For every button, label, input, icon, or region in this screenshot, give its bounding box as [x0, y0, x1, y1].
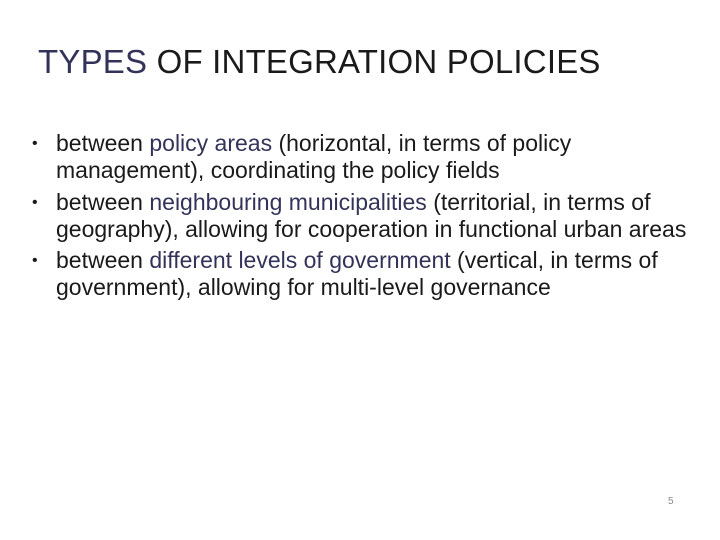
bullet-dot-icon: •	[32, 252, 38, 269]
bullet-item-levels-of-government	[32, 247, 712, 301]
bullet-item-neighbouring-municipalities	[32, 189, 712, 243]
bullet-rest: (territorial, in terms of geography), allowing for cooperation in functional urban areas	[56, 188, 687, 242]
bullet-lead: between	[56, 188, 150, 215]
bullet-list	[32, 130, 712, 306]
bullet-lead: between	[56, 130, 150, 156]
bullet-highlight: different levels of government	[149, 247, 451, 273]
bullet-rest: (vertical, in terms of government), allowing for multi-level governance	[56, 247, 658, 300]
bullet-dot-icon: •	[32, 193, 38, 211]
title-accent-word: TYPES	[38, 43, 148, 80]
bullet-item-policy-areas	[32, 130, 712, 184]
page-number: 5	[668, 496, 674, 507]
title-rest: OF INTEGRATION POLICIES	[147, 43, 601, 80]
bullet-dot-icon: •	[32, 135, 38, 152]
slide-title	[38, 38, 601, 86]
bullet-rest: (horizontal, in terms of policy management), coordinating the policy fields	[56, 130, 572, 183]
bullet-highlight: neighbouring municipalities	[149, 188, 427, 215]
bullet-highlight: policy areas	[149, 130, 273, 156]
bullet-lead: between	[56, 247, 150, 273]
